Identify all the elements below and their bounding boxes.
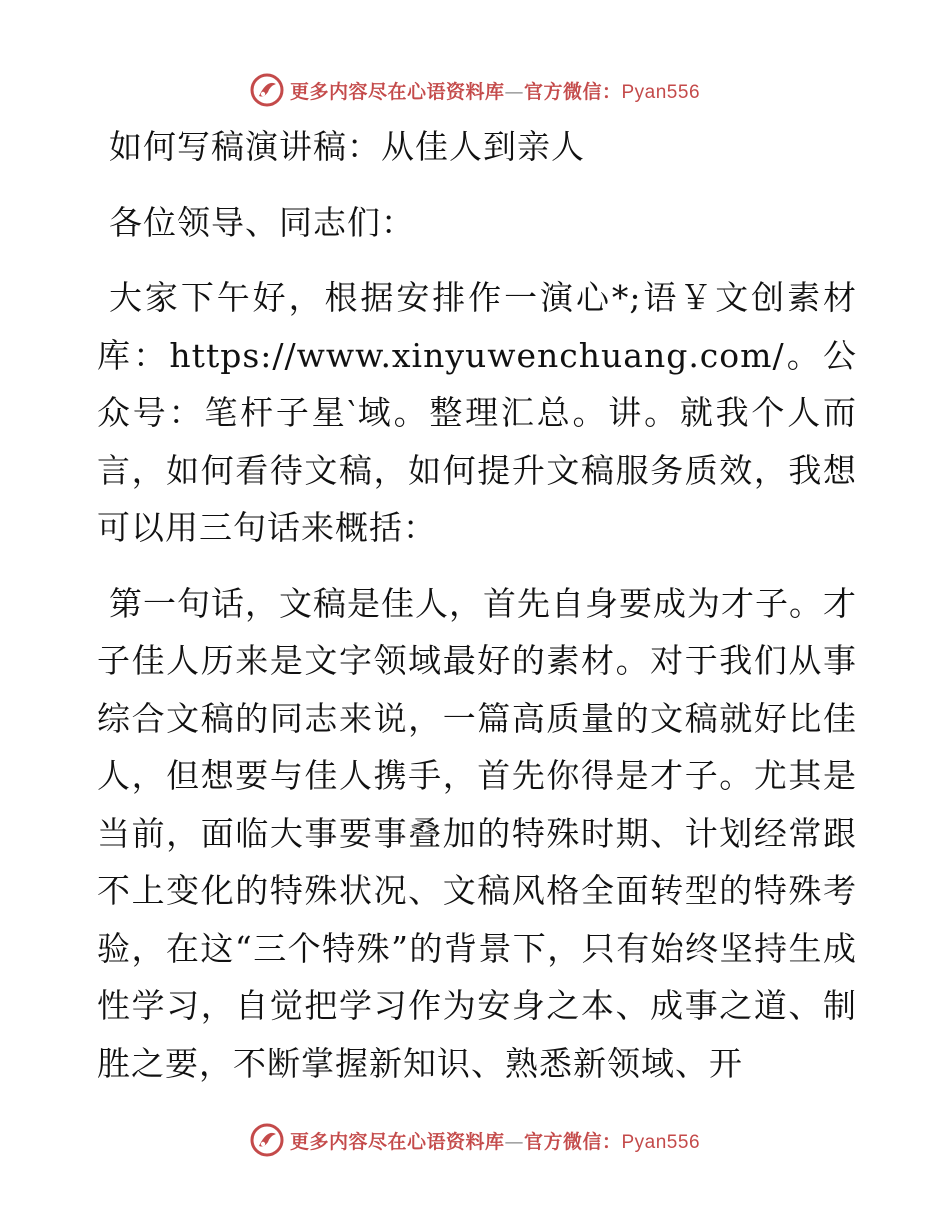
header-wechat-label: 官方微信： <box>523 80 622 103</box>
logo-icon <box>250 1123 284 1157</box>
header-wechat-id: Pyan556 <box>621 81 701 103</box>
document-title: 如何写稿演讲稿：从佳人到亲人 <box>109 127 585 166</box>
footer-site-text: 更多内容尽在心语资料库 <box>289 1130 505 1153</box>
footer-wechat-label: 官方微信： <box>523 1130 622 1153</box>
header-banner <box>0 70 950 110</box>
footer-banner-text <box>290 1127 700 1154</box>
paragraph-2: 第一句话，文稿是佳人，首先自身要成为才子。才子佳人历来是文字领域最好的素材。对于我们从事综合文稿的同志来说，一篇高质量的文稿就好比佳人，但想要与佳人携手，首先你得是才子。尤其是当前，面临大事要事叠加的特殊时期、计划经常跟不上变化的特殊状况、文稿风格全面转型的特殊考验，在这“三个特殊”的背景下，只有始终坚持生成性学习，自觉把学习作为安身之本、成事之道、制胜之要，不断掌握新知识、熟悉新领域、开 <box>97 583 857 1083</box>
salutation: 各位领导、同志们： <box>109 202 415 242</box>
header-dash: — <box>504 80 524 103</box>
footer-dash: — <box>504 1130 524 1153</box>
header-site-text: 更多内容尽在心语资料库 <box>289 80 505 103</box>
header-banner-text <box>290 77 700 104</box>
footer-banner <box>0 1120 950 1160</box>
document-body <box>97 118 857 1092</box>
footer-wechat-id: Pyan556 <box>621 1131 701 1153</box>
logo-icon <box>250 73 284 107</box>
paragraph-1: 大家下午好，根据安排作一演心*;语￥文创素材库：https://www.xinyuwenchuang.com/。公众号：笔杆子星‵域。整理汇总。讲。就我个人而言，如何看待文稿，如何提升文稿服务质效，我想可以用三句话来概括： <box>97 278 857 547</box>
